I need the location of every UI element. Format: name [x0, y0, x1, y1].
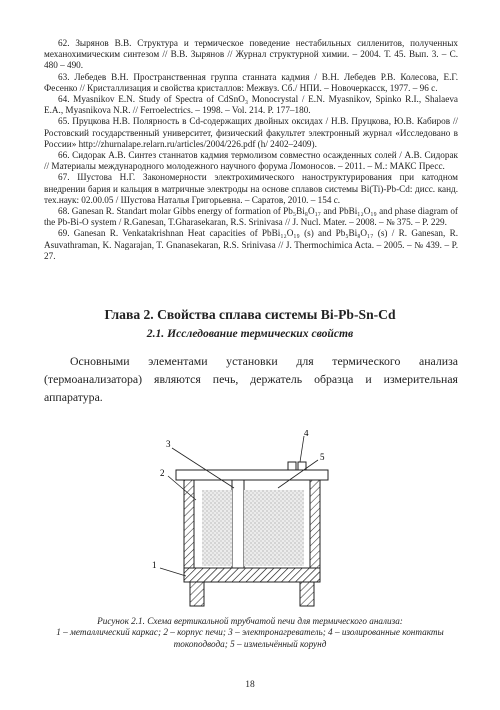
section-title: 2.1. Исследование термических свойств	[146, 327, 354, 340]
corundum-fill	[202, 490, 232, 566]
reference-67: 67. Шустова Н.Г. Закономерности электрохимического наноструктурирования при катодном внедрении бария и кальция в матричные электроды на основе сплавов системы Bi(Ti)-Pb-Cd: дисс. канд. тех.наук: 02.00.05 / Шустова Наталья Григорьевна. – Саратов, 2010. – 154 с.	[44, 172, 458, 205]
caption-legend: 1 – металлический каркас; 2 – корпус печи; 3 – электронагреватель; 4 – изолированные контакты токоподвода; 5 – измельчённый корунд	[56, 627, 444, 649]
reference-65: 65. Пруцкова Н.В. Полярность в Cd-содержащих двойных оксидах / Н.В. Пруцкова, Ю.В. Кабиров // Ростовский государственный университет, физический факультет электронный журнал «Исследовано в России» http://zhurnalape.relarn.ru/articles/2004/226.pdf (h/ 2402–2409).	[44, 116, 458, 149]
chapter-title: Глава 2. Свойства сплава системы Bi-Pb-Sn-Cd	[104, 307, 396, 322]
reference-68: 68. Ganesan R. Standart molar Gibbs energy of formation of Pb₅Bi₈O₁₇ and PbBi₁₂O₁₉ and phase diagram of the Pb-Bi-O system / R.Ganesan, T.Gharasekaran, R.S. Srinivasa // J. Nucl. Mater. – 2008. – № 375. – P. 229.	[44, 206, 458, 228]
reference-63: 63. Лебедев В.Н. Пространственная группа станната кадмия / В.Н. Лебедев Р.В. Колесова, Е.Г. Фесенко // Кристаллизация и свойства кристаллов: Межвуз. Сб./ НПИ. – Новочеркасск, 1977. – 96 с.	[44, 71, 458, 93]
furnace-lid	[176, 470, 328, 480]
electric-heater	[232, 480, 244, 568]
caption-title: Рисунок 2.1. Схема вертикальной трубчатой печи для термического анализа:	[97, 616, 403, 626]
reference-62: 62. Зырянов В.В. Структура и термическое поведение нестабильных силленитов, полученных механохимическим синтезом // В.В. Зырянов // Журнал структурной химии. – 2004. Т. 45. Вып. 3. – С. 480 – 490.	[44, 38, 458, 71]
page-number: 18	[245, 680, 255, 690]
label-3: 3	[166, 439, 171, 449]
reference-66: 66. Сидорак А.В. Синтез станнатов кадмия термолизом совместно осажденных солей / А.В. Сидорак // Материалы международного молодежного научного форума Ломоносов. – 2011. – М.: МАКС Пресс.	[44, 150, 458, 172]
reference-64: 64. Myasnikov E.N. Study of Spectra of CdSnO₃ Monocrystal / E.N. Myasnikov, Spinko R.I., Shalaeva E.A., Myasnikova N.R. // Ferroelectrics. – 1998. – Vol. 214. P. 177–180.	[44, 94, 458, 116]
body-paragraph: Основными элементами установки для термического анализа (термоанализатора) являются печь, держатель образца и измерительная аппаратура.	[44, 354, 458, 404]
label-1: 1	[152, 560, 157, 570]
furnace-base	[184, 568, 320, 582]
label-5: 5	[320, 452, 325, 462]
current-contacts	[288, 462, 296, 470]
reference-list	[44, 38, 458, 262]
figure-caption	[50, 616, 450, 650]
label-2: 2	[160, 468, 165, 478]
reference-69: 69. Ganesan R. Venkatakrishnan Heat capacities of PbBi₁₂O₁₉ (s) and Pb₅Bi₈O₁₇ (s) / R. Ganesan, R. Asuvathraman, K. Nagarajan, T. Gnanasekaran, R.S. Srinivasa // J. Thermochimica Acta. – 2005. – № 439. – P. 27.	[44, 228, 458, 261]
label-4: 4	[304, 430, 309, 438]
furnace-diagram	[150, 430, 350, 612]
